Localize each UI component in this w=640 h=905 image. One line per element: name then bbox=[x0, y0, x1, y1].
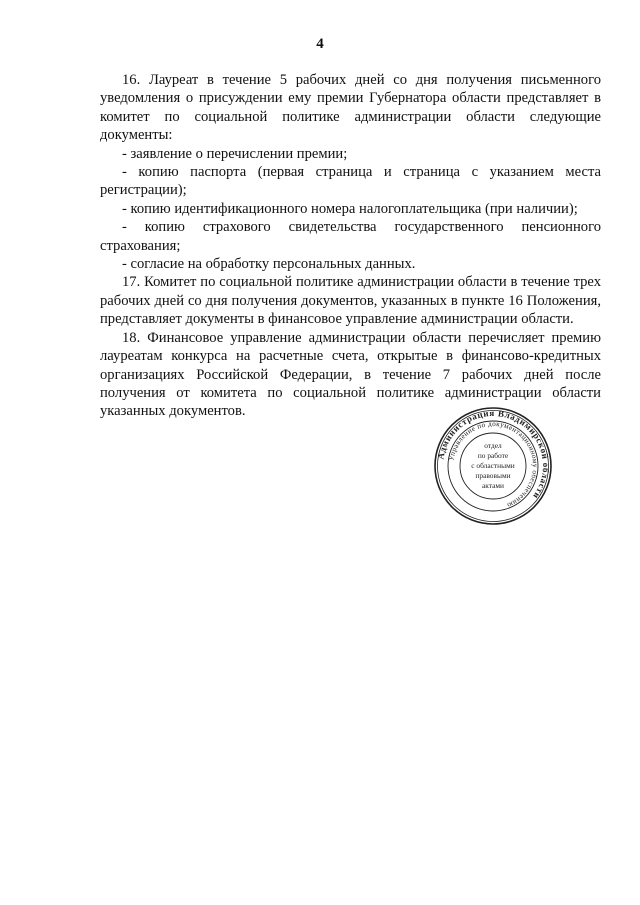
official-stamp bbox=[433, 406, 553, 526]
list-item-application: - заявление о перечислении премии; bbox=[122, 145, 348, 162]
list-item-passport: - копию паспорта (первая страница и страница с указанием места регистрации); bbox=[100, 164, 601, 199]
list-item-pension-certificate: - копию страхового свидетельства государственного пенсионного страхования; bbox=[100, 219, 601, 254]
paragraph-18: 18. Финансовое управление администрации области перечисляет премию лауреатам конкурса на расчетные счета, открытые в финансово-кредитных организациях Российской Федерации, в течение 7 рабочих дней после получения от комитета по социальной политике администрации области указанных документов. bbox=[100, 329, 601, 420]
stamp-center-line: отдел bbox=[484, 441, 502, 450]
stamp-center-line: правовыми bbox=[475, 471, 511, 480]
stamp-center-line: по работе bbox=[477, 451, 509, 460]
paragraph-17: 17. Комитет по социальной политике администрации области в течение трех рабочих дней со дня получения документов, указанных в пункте 16 Положения, представляет документы в финансовое управление администрации области. bbox=[100, 274, 601, 328]
page-number: 4 bbox=[316, 36, 324, 52]
paragraph-16: 16. Лауреат в течение 5 рабочих дней со дня получения письменного уведомления о присуждении ему премии Губернатора области представляет в комитет по социальной политике администрации области следующие документы: bbox=[100, 72, 601, 144]
stamp-inner-text: Управление по документационному обеспечению bbox=[447, 419, 540, 510]
stamp-center-line: актами bbox=[481, 481, 505, 490]
document-body bbox=[100, 71, 601, 421]
stamp-outer-text: Администрация Владимирской области bbox=[435, 407, 552, 502]
list-item-tax-id: - копию идентификационного номера налогоплательщика (при наличии); bbox=[122, 200, 578, 217]
list-item-consent: - согласие на обработку персональных данных. bbox=[122, 256, 416, 273]
stamp-center-line: с областными bbox=[471, 461, 515, 470]
stamp-seal-icon bbox=[433, 406, 553, 526]
